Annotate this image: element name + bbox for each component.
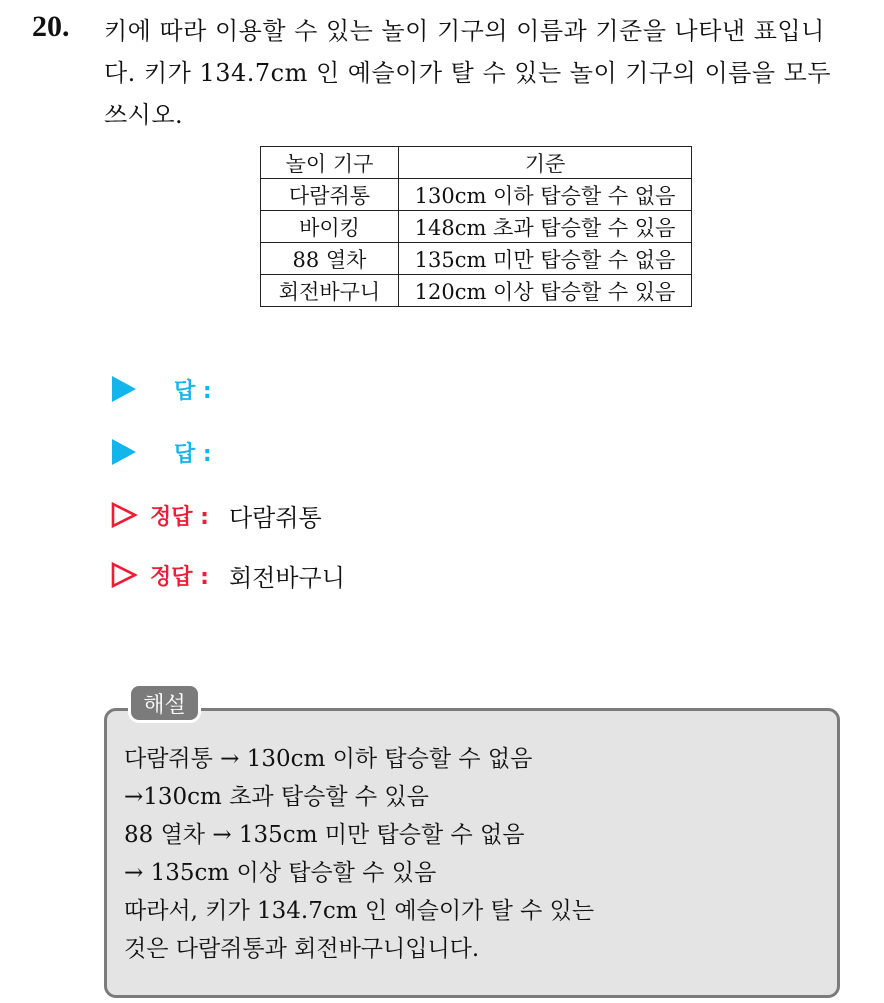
criteria-cell: 148cm 초과 탑승할 수 있음 [399,211,692,243]
correct-answer-value: 다람쥐통 [228,503,322,532]
ride-name-cell: 바이킹 [261,211,399,243]
header-criteria: 기준 [399,147,692,179]
ride-name-cell: 다람쥐통 [261,179,399,211]
criteria-cell: 135cm 미만 탑승할 수 없음 [399,243,692,275]
explanation-line: 88 열차 → 135cm 미만 탑승할 수 없음 [124,822,525,848]
criteria-cell: 130cm 이하 탑승할 수 없음 [399,179,692,211]
explanation-line: → 135cm 이상 탑승할 수 있음 [124,860,437,886]
ride-criteria-table [260,146,692,307]
question-line: 쓰시오. [104,101,184,129]
answer-blank-row [110,369,212,409]
header-ride-name: 놀이 기구 [261,147,399,179]
outline-triangle-icon [110,561,138,589]
table-header-row [261,147,692,179]
table-row [261,275,692,307]
table-row [261,179,692,211]
answer-blank-row [110,432,212,472]
ride-name-cell: 88 열차 [261,243,399,275]
explanation-text [124,740,594,968]
correct-answer-label: 정답 : [150,564,209,590]
answer-label: 답 : [174,441,212,467]
question-line: 다. 키가 134.7cm 인 예슬이가 탈 수 있는 놀이 기구의 이름을 모두 [104,59,831,87]
filled-triangle-icon [112,376,136,402]
table-row [261,243,692,275]
outline-triangle-icon [110,501,138,529]
explanation-line: 따라서, 키가 134.7cm 인 예슬이가 탈 수 있는 [124,898,595,924]
explanation-line: 다람쥐통 → 130cm 이하 탑승할 수 없음 [124,746,533,772]
question-text [104,10,864,136]
correct-answer-row [110,495,322,535]
correct-answer-row [110,555,345,595]
correct-answer-value: 회전바구니 [228,563,345,592]
criteria-cell: 120cm 이상 탑승할 수 있음 [399,275,692,307]
ride-name-cell: 회전바구니 [261,275,399,307]
explanation-line: 것은 다람쥐통과 회전바구니입니다. [124,936,480,962]
question-number: 20. [32,10,70,43]
explanation-tab: 해설 [128,683,201,723]
question-line: 키에 따라 이용할 수 있는 놀이 기구의 이름과 기준을 나타낸 표입니 [104,17,825,45]
explanation-line: →130cm 초과 탑승할 수 있음 [124,784,429,810]
answer-label: 답 : [174,378,212,404]
table-row [261,211,692,243]
filled-triangle-icon [112,439,136,465]
correct-answer-label: 정답 : [150,504,209,530]
